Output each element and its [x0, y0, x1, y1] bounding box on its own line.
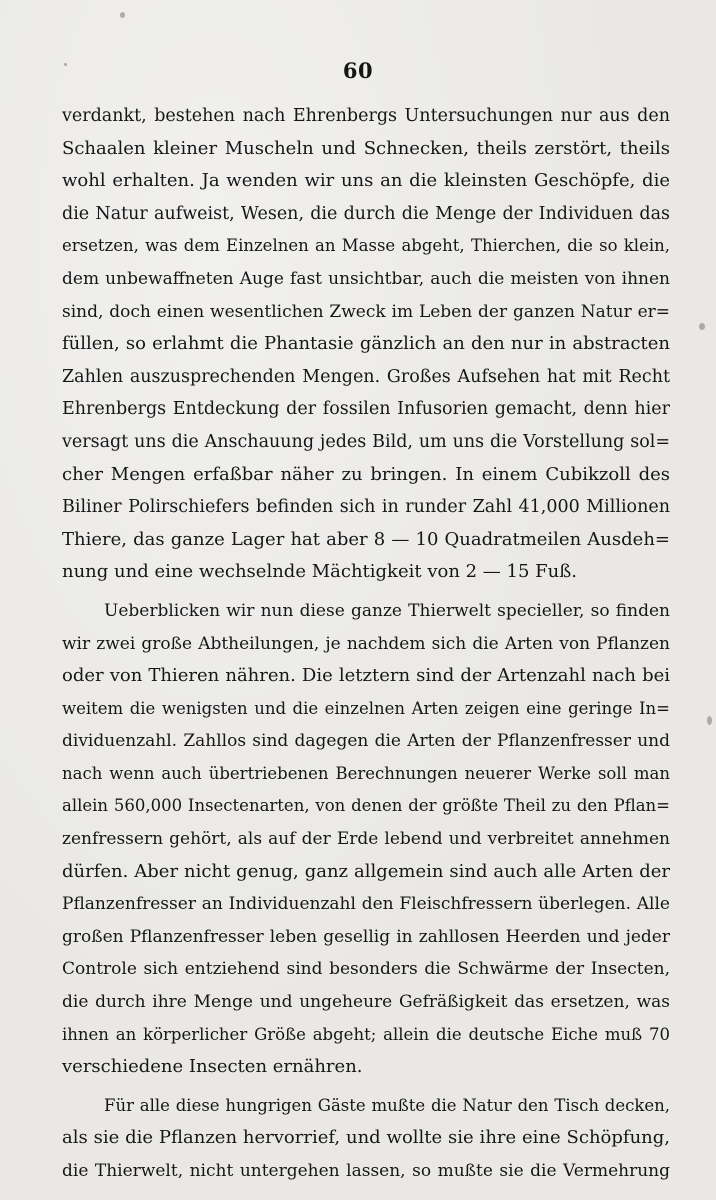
- text-line: dividuenzahl. Zahllos sind dagegen die Arten der Pflanzenfresser und: [62, 731, 670, 752]
- text-line: dem unbewaffneten Auge fast unsichtbar, auch die meisten von ihnen: [62, 268, 670, 289]
- paragraph: [62, 1090, 670, 1188]
- text-line: die Natur aufweist, Wesen, die durch die Menge der Individuen das: [62, 203, 670, 224]
- text-line: Thiere, das ganze Lager hat aber 8 — 10 Quadratmeilen Ausdeh=: [62, 528, 670, 550]
- text-line: Pflanzenfresser an Individuenzahl den Fleischfressern überlegen. Alle: [62, 894, 670, 915]
- paper-speck: [699, 323, 705, 330]
- text-line: die durch ihre Menge und ungeheure Gefräßigkeit das ersetzen, was: [62, 992, 670, 1013]
- text-line: Controle sich entziehend sind besonders die Schwärme der Insecten,: [62, 959, 670, 980]
- text-line: als sie die Pflanzen hervorrief, und wollte sie ihre eine Schöpfung,: [62, 1127, 670, 1149]
- text-line: allein 560,000 Insectenarten, von denen der größte Theil zu den Pflan=: [62, 796, 670, 816]
- text-line: Zahlen auszusprechenden Mengen. Großes Aufsehen hat mit Recht: [62, 366, 670, 387]
- text-line: Biliner Polirschiefers befinden sich in runder Zahl 41,000 Millionen: [62, 497, 670, 518]
- text-line: oder von Thieren nähren. Die letztern sind der Artenzahl nach bei: [62, 665, 670, 687]
- text-line: Ueberblicken wir nun diese ganze Thierwelt specieller, so finden: [104, 600, 670, 621]
- text-line: nung und eine wechselnde Mächtigkeit von 2 — 15 Fuß.: [62, 561, 577, 583]
- paper-speck: [707, 716, 712, 725]
- text-line: wohl erhalten. Ja wenden wir uns an die kleinsten Geschöpfe, die: [62, 170, 670, 192]
- page-number: 60: [342, 58, 374, 83]
- text-line: großen Pflanzenfresser leben gesellig in zahllosen Heerden und jeder: [62, 926, 670, 947]
- text-line: ersetzen, was dem Einzelnen an Masse abgeht, Thierchen, die so klein,: [62, 236, 670, 256]
- text-line: cher Mengen erfaßbar näher zu bringen. In einem Cubikzoll des: [62, 463, 670, 485]
- paper-speck: [120, 12, 125, 18]
- text-line: verdankt, bestehen nach Ehrenbergs Untersuchungen nur aus den: [62, 106, 670, 126]
- text-line: nach wenn auch übertriebenen Berechnungen neuerer Werke soll man: [62, 763, 670, 783]
- paragraph: [62, 100, 670, 589]
- paragraph: [62, 595, 670, 1084]
- text-line: versagt uns die Anschauung jedes Bild, um uns die Vorstellung sol=: [62, 431, 670, 452]
- text-line: füllen, so erlahmt die Phantasie gänzlich an den nur in abstracten: [62, 333, 670, 355]
- text-line: Schaalen kleiner Muscheln und Schnecken, theils zerstört, theils: [62, 137, 670, 159]
- text-line: weitem die wenigsten und die einzelnen Arten zeigen eine geringe In=: [62, 698, 670, 718]
- text-line: verschiedene Insecten ernähren.: [62, 1056, 363, 1078]
- text-line: wir zwei große Abtheilungen, je nachdem sich die Arten von Pflanzen: [62, 633, 670, 654]
- body-text: [62, 100, 670, 1188]
- text-line: die Thierwelt, nicht untergehen lassen, so mußte sie die Vermehrung: [62, 1161, 670, 1181]
- text-line: dürfen. Aber nicht genug, ganz allgemein sind auch alle Arten der: [62, 860, 670, 882]
- text-line: Für alle diese hungrigen Gäste mußte die Natur den Tisch decken,: [104, 1095, 670, 1115]
- text-line: zenfressern gehört, als auf der Erde lebend und verbreitet annehmen: [62, 829, 670, 850]
- text-line: Ehrenbergs Entdeckung der fossilen Infusorien gemacht, denn hier: [62, 399, 670, 420]
- text-line: sind, doch einen wesentlichen Zweck im Leben der ganzen Natur er=: [62, 301, 670, 322]
- text-line: ihnen an körperlicher Größe abgeht; allein die deutsche Eiche muß 70: [62, 1024, 670, 1044]
